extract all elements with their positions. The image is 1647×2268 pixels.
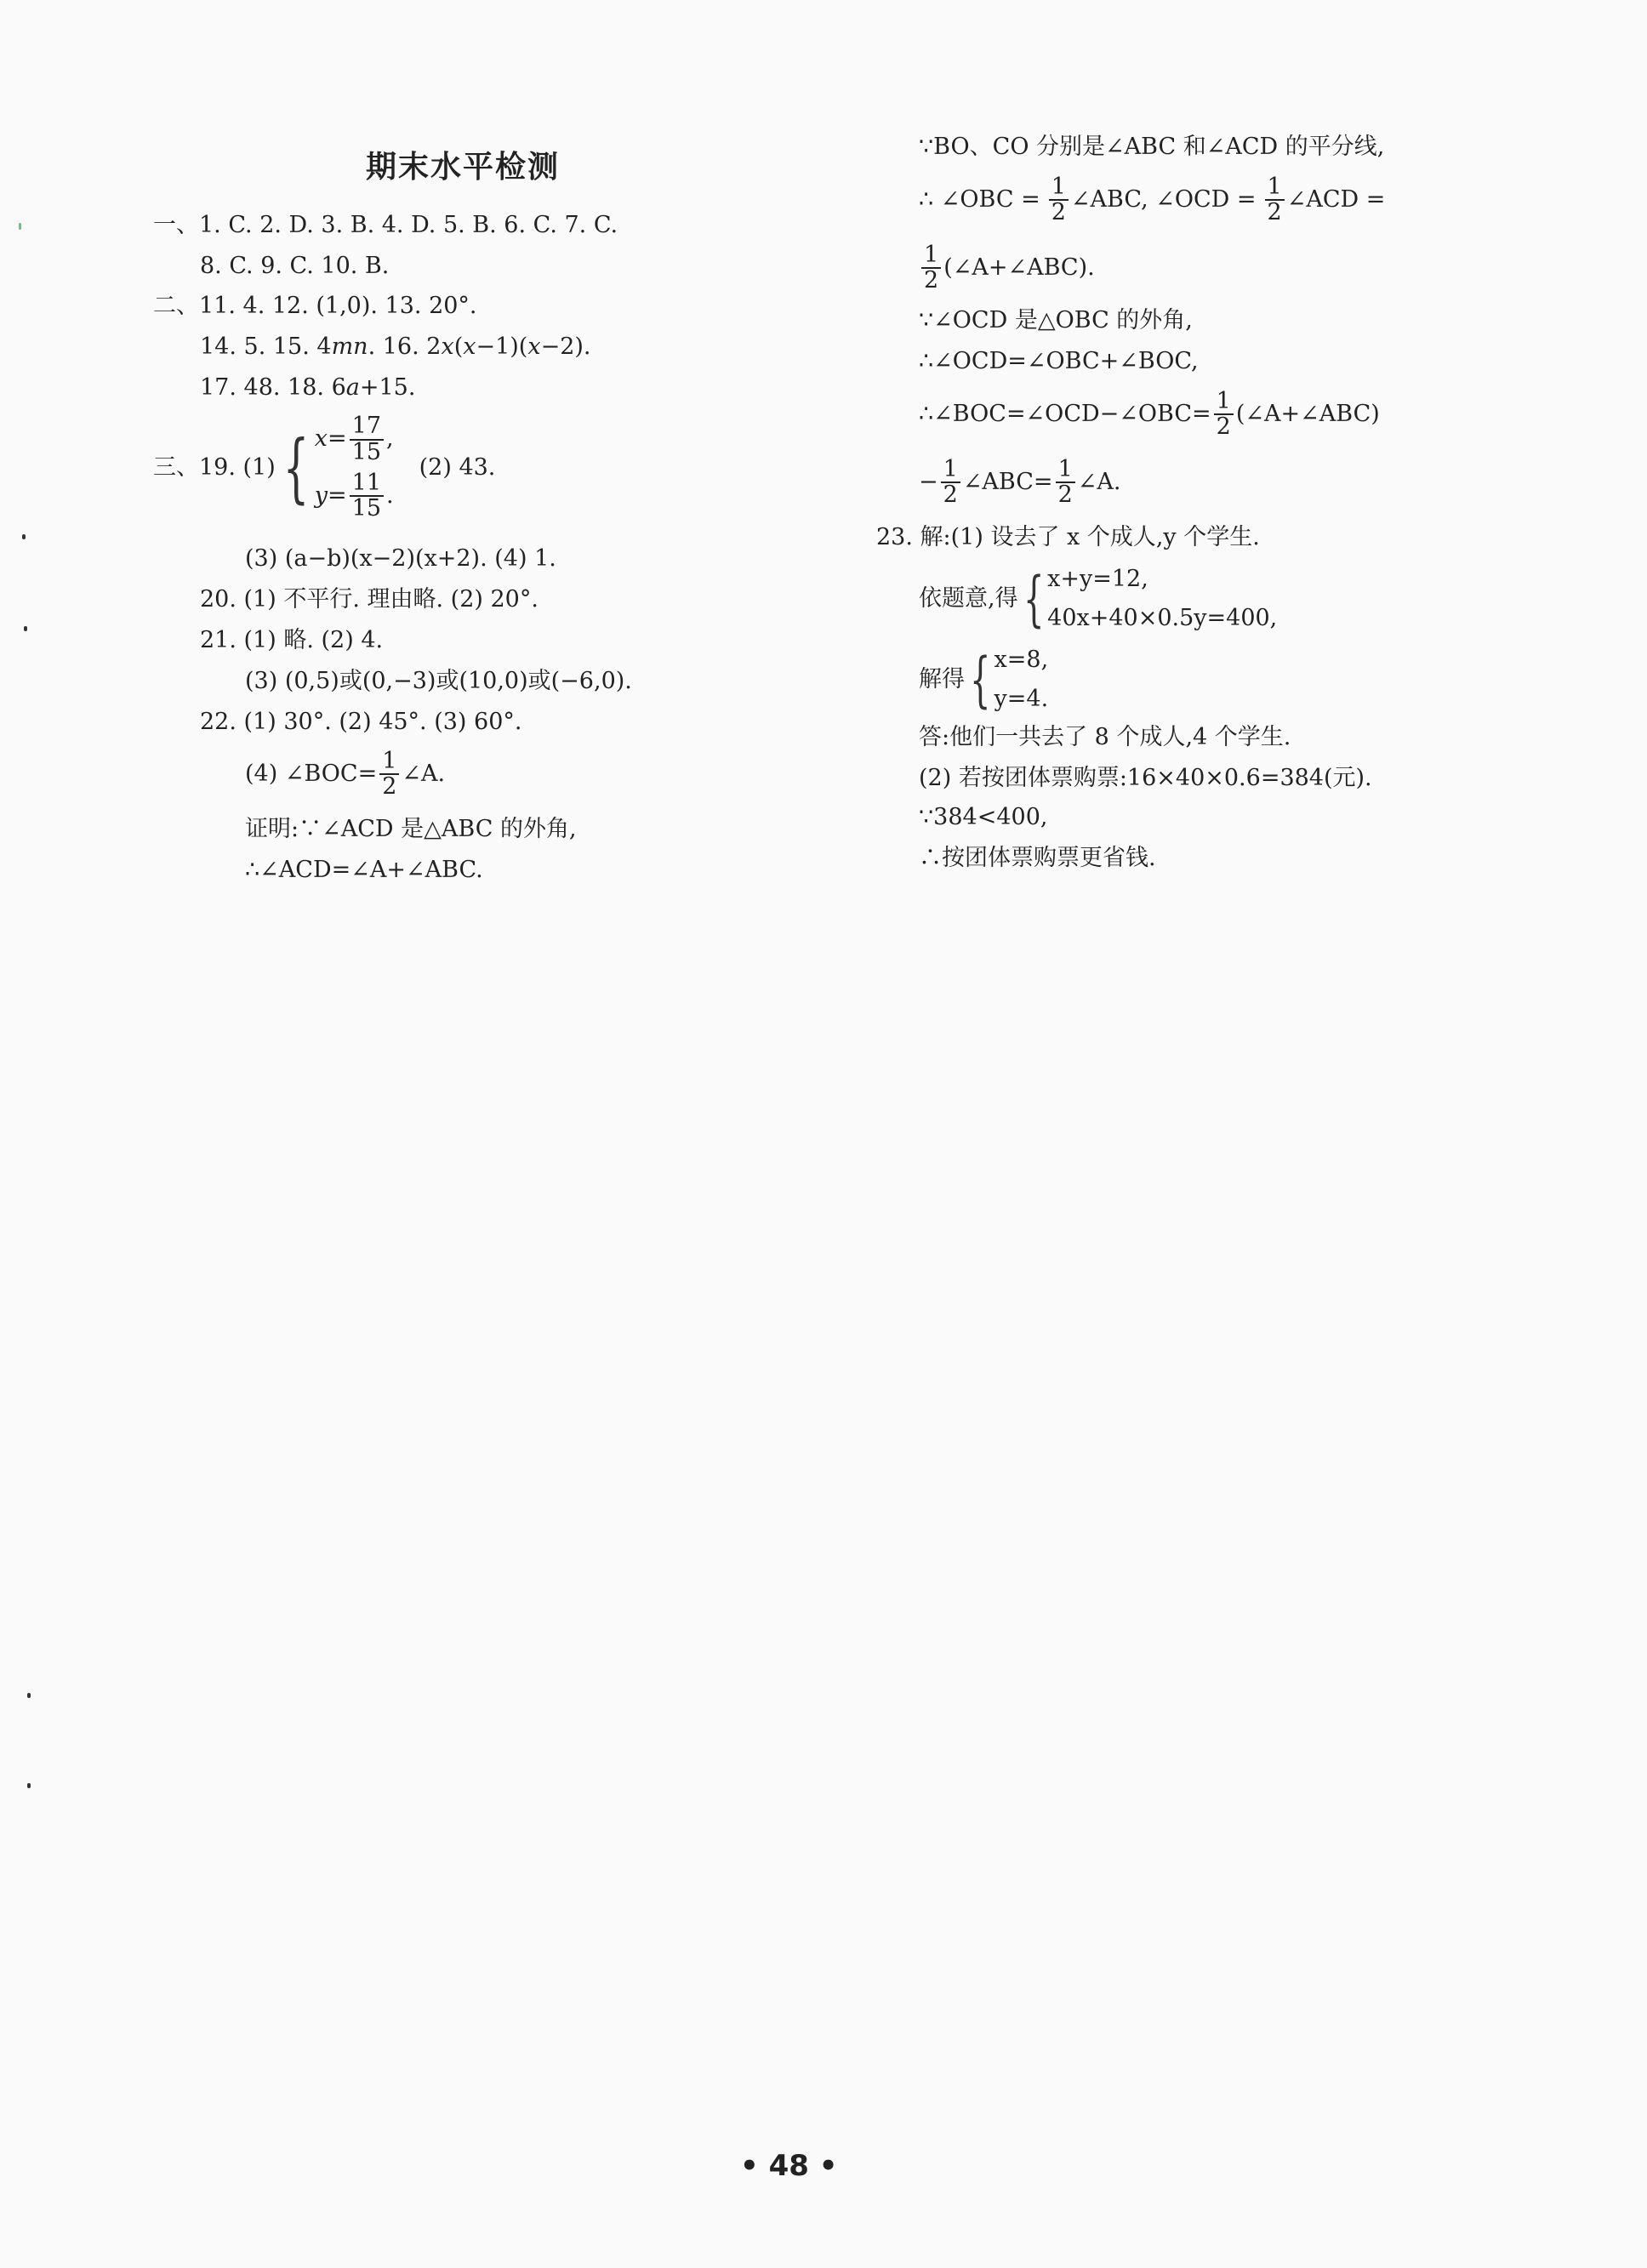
- text: y=: [314, 482, 347, 509]
- section-1-line-1: 一、1. C. 2. D. 3. B. 4. D. 5. B. 6. C. 7. C.: [153, 212, 618, 238]
- numerator: 1: [379, 749, 399, 775]
- section-2-line-1: 二、11. 4. 12. (1,0). 13. 20°.: [153, 293, 477, 319]
- section-2-line-3: [200, 373, 415, 402]
- denominator: 2: [1057, 482, 1073, 508]
- fraction: [350, 471, 384, 521]
- q23-solution: [919, 638, 1048, 721]
- text: ,: [386, 425, 394, 453]
- text: (∠A+∠ABC).: [943, 254, 1095, 281]
- text: 依题意,得: [919, 585, 1018, 612]
- text: x: [441, 333, 454, 360]
- text: −1)(: [476, 333, 528, 360]
- brace-icon: {: [970, 645, 991, 715]
- text: ∴∠BOC=∠OCD−∠OBC=: [919, 401, 1211, 427]
- brace-icon: {: [1023, 564, 1045, 634]
- numerator: 17: [350, 414, 384, 440]
- right-line-1: ∵BO、CO 分别是∠ABC 和∠ACD 的平分线,: [919, 134, 1385, 160]
- q23-part-2: (2) 若按团体票购票:16×40×0.6=384(元).: [919, 765, 1372, 791]
- text: x: [463, 333, 476, 360]
- fraction: [1049, 175, 1069, 225]
- fraction: [1214, 387, 1234, 440]
- numerator: 1: [921, 243, 941, 269]
- text: ∠ACD =: [1286, 186, 1386, 213]
- margin-speck: [19, 223, 21, 230]
- fraction: [379, 749, 399, 800]
- numerator: 1: [1265, 175, 1285, 201]
- text: ∠A.: [402, 761, 446, 787]
- text: −: [919, 469, 938, 495]
- denominator: 2: [382, 773, 397, 800]
- denominator: 2: [1051, 199, 1066, 225]
- q22-line-1: 22. (1) 30°. (2) 45°. (3) 60°.: [200, 709, 522, 735]
- text: (4) ∠BOC=: [245, 761, 378, 787]
- proof-line-1: 证明:∵∠ACD 是△ABC 的外角,: [245, 816, 577, 842]
- q21-line-2: (3) (0,5)或(0,−3)或(10,0)或(−6,0).: [245, 668, 632, 694]
- margin-speck: [27, 1693, 31, 1698]
- text: ∠ABC=: [962, 469, 1053, 495]
- text: −2).: [540, 333, 591, 360]
- denominator: 2: [1216, 413, 1231, 440]
- right-line-7: [919, 456, 1120, 509]
- fraction: [350, 414, 384, 464]
- brace-icon: {: [282, 424, 310, 511]
- text: ∠ABC, ∠OCD =: [1070, 186, 1257, 213]
- q19-x-eq: [315, 414, 394, 464]
- right-line-5: ∴∠OCD=∠OBC+∠BOC,: [919, 348, 1199, 374]
- denominator: 2: [943, 482, 958, 508]
- right-line-2: [919, 174, 1385, 226]
- page-title: 期末水平检测: [366, 150, 561, 185]
- text: 17. 48. 18. 6: [200, 374, 346, 401]
- numerator: 1: [941, 458, 960, 483]
- q21-line-1: 21. (1) 略. (2) 4.: [200, 627, 384, 653]
- q23-answer: 答:他们一共去了 8 个成人,4 个学生.: [919, 724, 1291, 750]
- text: x=: [314, 425, 347, 453]
- q23-compare: ∵384<400,: [919, 804, 1048, 830]
- equation-2: 40x+40×0.5y=400,: [1047, 605, 1278, 631]
- q19-system: [276, 414, 394, 521]
- denominator: 15: [351, 495, 382, 522]
- q19-part-3: (3) (a−b)(x−2)(x+2). (4) 1.: [245, 545, 556, 572]
- solution-brace: [965, 646, 1048, 714]
- right-line-3: [919, 242, 1095, 294]
- text: x: [527, 333, 541, 360]
- margin-speck: [24, 626, 27, 631]
- fraction: [941, 455, 960, 508]
- text: .: [386, 482, 394, 509]
- equation-1: x+y=12,: [1047, 566, 1148, 592]
- margin-speck: [27, 1783, 31, 1788]
- numerator: 1: [1056, 458, 1075, 483]
- text: ∴ ∠OBC =: [919, 186, 1040, 213]
- fraction: [1056, 455, 1075, 508]
- text: . 16. 2: [368, 333, 442, 360]
- text: (∠A+∠ABC): [1235, 401, 1380, 427]
- q23-line-1: 23. 解:(1) 设去了 x 个成人,y 个学生.: [876, 524, 1260, 550]
- q19-prefix: 三、19. (1): [153, 454, 276, 481]
- numerator: 11: [350, 471, 384, 497]
- proof-line-2: ∴∠ACD=∠A+∠ABC.: [245, 857, 483, 883]
- text: a: [345, 374, 360, 401]
- solution-2: y=4.: [994, 686, 1049, 712]
- q19-y-eq: [315, 471, 394, 521]
- q23-conclusion: ∴按团体票购票更省钱.: [919, 845, 1156, 871]
- text: ∠A.: [1077, 469, 1121, 495]
- section-1-line-2: 8. C. 9. C. 10. B.: [200, 253, 390, 279]
- page-number: • 48 •: [740, 2149, 838, 2183]
- fraction: [921, 243, 941, 293]
- right-line-4: ∵∠OCD 是△OBC 的外角,: [919, 307, 1193, 333]
- right-line-6: [919, 388, 1380, 441]
- text: (: [453, 333, 464, 360]
- section-2-line-2: [200, 333, 591, 362]
- denominator: 15: [351, 438, 381, 465]
- q19-part-2: (2) 43.: [419, 454, 496, 481]
- denominator: 2: [1267, 199, 1282, 225]
- text: mn: [331, 333, 368, 360]
- q19-line: [153, 408, 495, 527]
- q20: 20. (1) 不平行. 理由略. (2) 20°.: [200, 586, 539, 613]
- q22-part-4: [245, 749, 445, 800]
- system-brace: [1018, 565, 1278, 633]
- text: +15.: [359, 374, 416, 401]
- numerator: 1: [1049, 175, 1069, 201]
- solution-1: x=8,: [994, 647, 1049, 673]
- q23-system: [919, 557, 1277, 641]
- text: 解得: [919, 666, 965, 692]
- margin-speck: [22, 534, 26, 539]
- numerator: 1: [1214, 390, 1234, 415]
- denominator: 2: [924, 267, 939, 293]
- fraction: [1265, 175, 1285, 225]
- text: 14. 5. 15. 4: [200, 333, 332, 360]
